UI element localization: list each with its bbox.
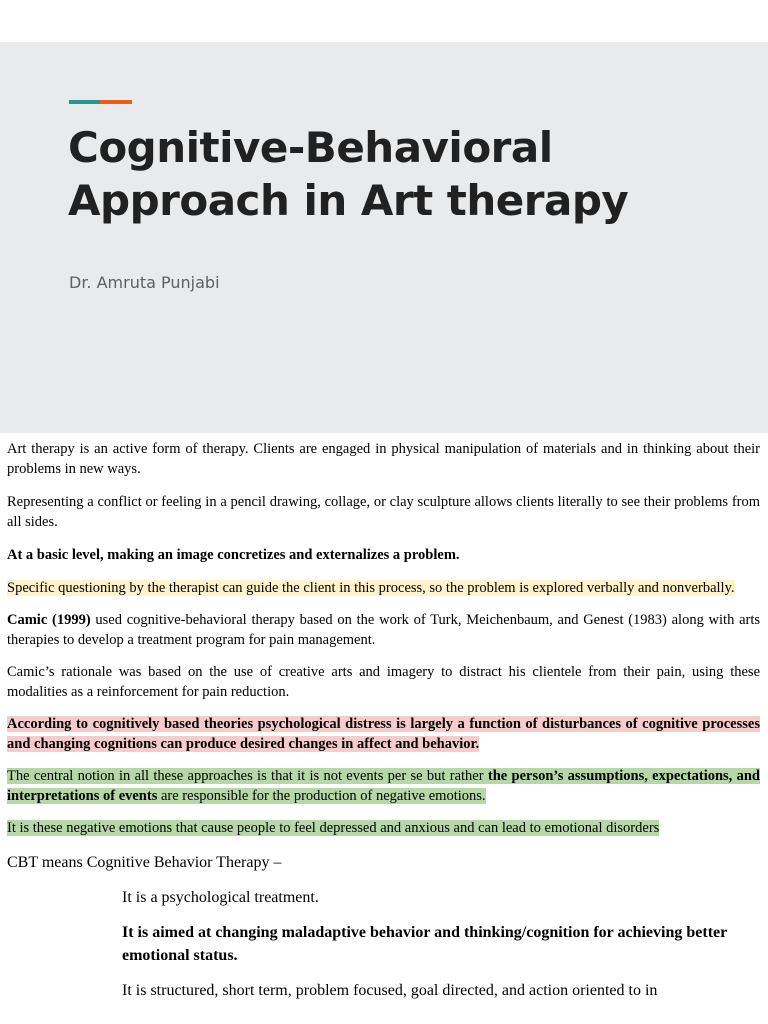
paragraph-6: Camic’s rationale was based on the use of creative arts and imagery to distract his clientele from their pain, using these modalities as a reinforcement for pain reduction.: [7, 664, 760, 700]
paragraph-5: [7, 610, 760, 650]
highlight-pink: According to cognitively based theories psychological distress is largely a function of disturbances of cognitive processes and changing cognitions can produce desired changes in affect and behavior.: [7, 716, 760, 752]
citation-camic: Camic (1999): [7, 612, 91, 628]
cbt-item-1: It is a psychological treatment.: [122, 889, 319, 906]
accent-bar-orange: [100, 100, 132, 104]
highlight-green-2: It is these negative emotions that cause people to feel depressed and anxious and can lead to emotional disorders: [7, 820, 660, 836]
slide-title: [68, 121, 708, 227]
paragraph-4: [7, 578, 760, 598]
cbt-item-2: It is aimed at changing maladaptive behavior and thinking/cognition for achieving better emotional status.: [122, 924, 727, 964]
accent-bar-teal: [69, 100, 100, 104]
paragraph-5-text: used cognitive-behavioral therapy based on the work of Turk, Meichenbaum, and Genest (1983) along with arts therapies to develop a treatment program for pain management.: [7, 612, 761, 648]
paragraph-1: Art therapy is an active form of therapy. Clients are engaged in physical manipulation of materials and in thinking about their problems in new ways.: [7, 441, 760, 477]
paragraph-8-text-b: are responsible for the production of negative emotions.: [157, 788, 486, 804]
highlight-green: [7, 768, 760, 804]
paragraph-8: [7, 766, 760, 806]
paragraph-2: Representing a conflict or feeling in a pencil drawing, collage, or clay sculpture allows clients literally to see their problems from all sides.: [7, 494, 760, 530]
cbt-item-3: It is structured, short term, problem focused, goal directed, and action oriented to in: [122, 982, 658, 999]
paragraph-8-bold: the person’s assumptions, expectations, and interpretations of events: [7, 768, 761, 804]
slide-title-line-1: Cognitive-Behavioral: [68, 123, 553, 172]
paragraph-3: At a basic level, making an image concretizes and externalizes a problem.: [7, 547, 460, 563]
paragraph-7: [7, 714, 760, 754]
title-slide: [0, 42, 768, 433]
document-body: [7, 439, 760, 1002]
paragraph-9: [7, 818, 760, 838]
slide-title-line-2: Approach in Art therapy: [68, 176, 629, 225]
cbt-heading: CBT means Cognitive Behavior Therapy –: [7, 854, 282, 871]
paragraph-8-text-a: The central notion in all these approaches is that it is not events per se but rather: [7, 768, 488, 784]
slide-author: Dr. Amruta Punjabi: [69, 273, 220, 292]
highlight-yellow: Specific questioning by the therapist can guide the client in this process, so the problem is explored verbally and nonverbally.: [7, 580, 735, 596]
